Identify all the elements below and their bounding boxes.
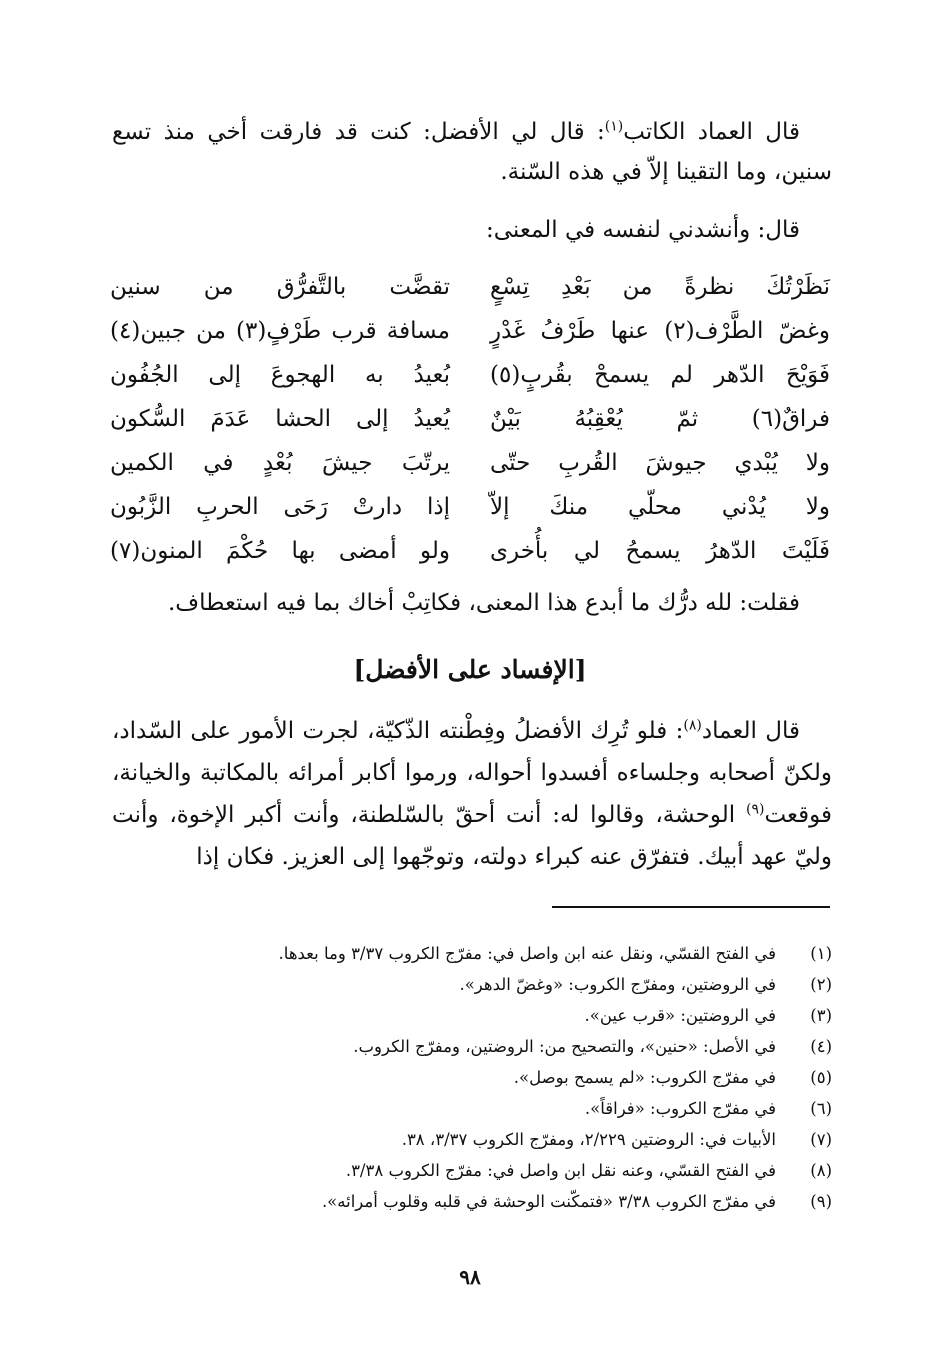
paragraph-reply: فقلت: لله درُّك ما أبدع هذا المعنى، فكاتِبْ أخاك بما فيه استعطاف. bbox=[167, 590, 800, 616]
paragraph-text: الوحشة، وقالوا له: أنت أحقّ بالسّلطنة، وأنت أكبر الإخوة، وأنت وليّ عهد أبيك. فتفرّق عنه كبراء دولته، وتوجّهوا إلى العزيز. فكان إذا bbox=[112, 802, 832, 870]
paragraph-text: قال العماد bbox=[701, 718, 800, 744]
footnote-marker: (٨) bbox=[683, 717, 702, 734]
footnote-text: في مفرّج الكروب: «فراقاً». bbox=[584, 1099, 776, 1118]
paragraph-text: : فلو تُرِك الأفضلُ وفِطْنته الذّكيّة، لجرت الأمور على السّداد، ولكنّ أصحابه وجلساءه أفسدوا أحواله، ورموا أكابر أمرائه بالمكاتبة والخيانة، فوقعت bbox=[112, 718, 832, 828]
footnote-text: في مفرّج الكروب: «لم يسمح بوصل». bbox=[513, 1068, 776, 1087]
footnote-number: (٤) bbox=[810, 1037, 832, 1056]
verse-first-hemistich: وغضّ الطَّرْف(٢) عنها طَرْفُ غَدْرٍ bbox=[490, 318, 830, 344]
footnote bbox=[112, 938, 832, 969]
footnote-number: (٣) bbox=[810, 1006, 832, 1025]
footnote bbox=[112, 1000, 832, 1031]
poem-verse bbox=[110, 441, 830, 485]
footnote-text: في الفتح القسّي، وعنه نقل ابن واصل في: مفرّج الكروب ٣/٣٨. bbox=[345, 1161, 776, 1180]
paragraph-text: قال العماد الكاتب bbox=[623, 119, 800, 145]
footnotes-list bbox=[112, 938, 832, 1217]
paragraph-poem-intro: قال: وأنشدني لنفسه في المعنى: bbox=[485, 217, 800, 243]
verse-first-hemistich: نَظَرْتُكَ نظرةً من بَعْدِ تِسْعٍ bbox=[490, 274, 830, 300]
footnote-divider bbox=[552, 906, 830, 908]
footnote bbox=[112, 1155, 832, 1186]
footnote-number: (٢) bbox=[810, 975, 832, 994]
verse-second-hemistich: تقضَّت بالتَّفرُّق من سنين bbox=[110, 274, 450, 300]
poem-verse bbox=[110, 265, 830, 309]
footnote-text: في الأصل: «حنين»، والتصحيح من: الروضتين، ومفرّج الكروب. bbox=[353, 1037, 776, 1056]
poem-verse bbox=[110, 529, 830, 573]
footnote bbox=[112, 1093, 832, 1124]
poem-verse bbox=[110, 353, 830, 397]
footnote bbox=[112, 1124, 832, 1155]
footnote-number: (٦) bbox=[810, 1099, 832, 1118]
footnote-text: في مفرّج الكروب ٣/٣٨ «فتمكّنت الوحشة في قلبه وقلوب أمرائه». bbox=[321, 1192, 776, 1211]
footnote bbox=[112, 969, 832, 1000]
page-number: ٩٨ bbox=[459, 1265, 481, 1289]
footnote-marker: (١) bbox=[604, 118, 624, 135]
verse-second-hemistich: يُعيدُ إلى الحشا عَدَمَ السُّكون bbox=[110, 406, 450, 432]
verse-second-hemistich: بُعيدُ به الهجوعَ إلى الجُفُون bbox=[110, 362, 450, 388]
footnote-text: في الفتح القسّي، ونقل عنه ابن واصل في: مفرّج الكروب ٣/٣٧ وما بعدها. bbox=[278, 944, 776, 963]
footnote-number: (١) bbox=[810, 944, 832, 963]
verse-first-hemistich: فَلَيْتَ الدّهرُ يسمحُ لي بأُخرى bbox=[490, 538, 830, 564]
poem-verse bbox=[110, 309, 830, 353]
footnote-number: (٨) bbox=[810, 1161, 832, 1180]
verse-second-hemistich: يرتّبَ جيشَ بُعْدٍ في الكمين bbox=[110, 450, 450, 476]
verse-first-hemistich: فَوَيْحَ الدّهر لم يسمحْ بقُربٍ(٥) bbox=[490, 362, 830, 388]
footnote-text: في الروضتين، ومفرّج الكروب: «وغضّ الدهر». bbox=[459, 975, 776, 994]
poem-verse bbox=[110, 485, 830, 529]
paragraph-text: : قال لي الأفضل: كنت قد فارقت أخي منذ تسع سنين، وما التقينا إلاّ في هذه السّنة. bbox=[112, 119, 832, 185]
footnote-number: (٥) bbox=[810, 1068, 832, 1087]
footnote-number: (٩) bbox=[810, 1192, 832, 1211]
footnote-text: الأبيات في: الروضتين ٢/٢٢٩، ومفرّج الكروب ٣/٣٧، ٣٨. bbox=[401, 1130, 776, 1149]
paragraph-opening bbox=[112, 112, 832, 192]
footnote-marker: (٩) bbox=[745, 801, 765, 818]
verse-first-hemistich: ولا يُدْني محلّي منكَ إلاّ bbox=[490, 494, 830, 520]
verse-first-hemistich: فراقٌ(٦) ثمّ يُعْقِبُهُ بَيْنٌ bbox=[490, 406, 830, 432]
footnote-text: في الروضتين: «قرب عين». bbox=[584, 1006, 776, 1025]
paragraph-corruption bbox=[112, 710, 832, 878]
footnote bbox=[112, 1186, 832, 1217]
verse-second-hemistich: مسافة قرب طَرْفٍ(٣) من جبين(٤) bbox=[110, 318, 450, 344]
verse-second-hemistich: ولو أمضى بها حُكْمَ المنون(٧) bbox=[110, 538, 450, 564]
verse-first-hemistich: ولا يُبْدي جيوشَ القُربِ حتّى bbox=[490, 450, 830, 476]
verse-second-hemistich: إذا دارتْ رَحَى الحربِ الزَّبُون bbox=[110, 494, 450, 520]
section-heading: [الإفساد على الأفضل] bbox=[353, 655, 587, 684]
poem bbox=[110, 265, 830, 573]
footnote bbox=[112, 1062, 832, 1093]
footnote bbox=[112, 1031, 832, 1062]
poem-verse bbox=[110, 397, 830, 441]
footnote-number: (٧) bbox=[810, 1130, 832, 1149]
